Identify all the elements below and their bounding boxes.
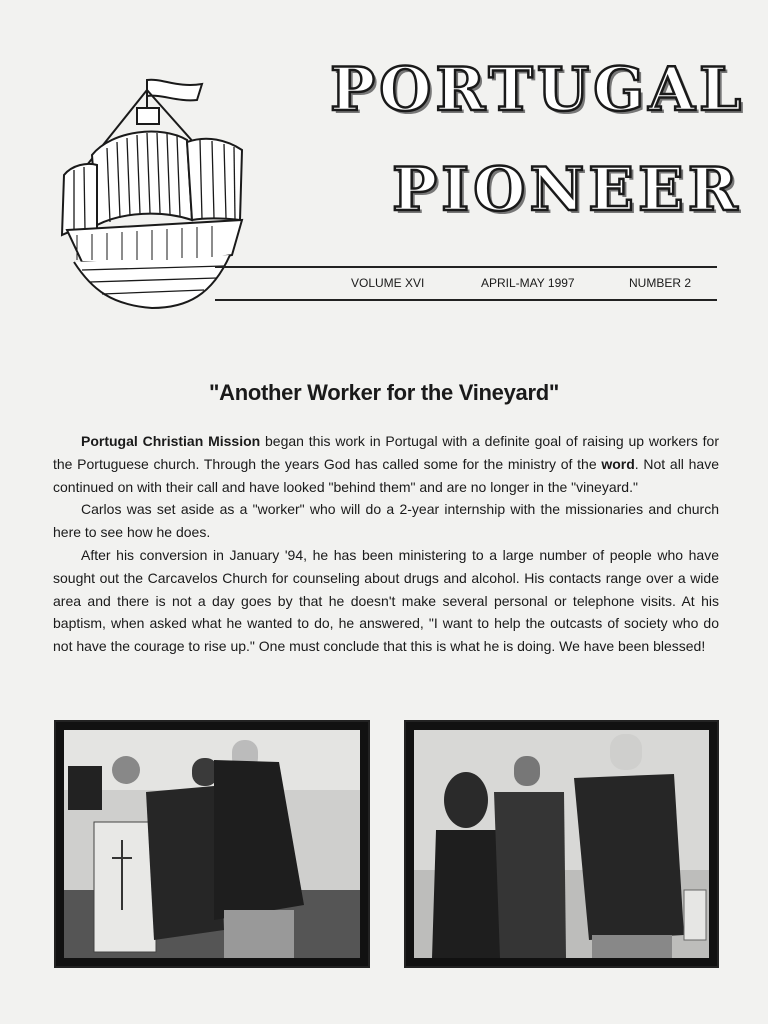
masthead-title-line1: PORTUGAL [330,55,746,125]
baptism-photo-right [404,720,719,968]
baptism-photo-left [54,720,370,968]
masthead-rule-bottom [215,299,717,301]
paragraph-1-text-a: began this work in Portugal with a definite goal of raising up workers for the Portuguese church. Through the years God has called some for the ministry of the [53,433,719,472]
masthead-rule-top [215,266,717,268]
photo-left-image [64,730,360,958]
paragraph-1-text-b: . Not all have continued on with their call and have looked "behind them" and are no longer in the "vineyard." [53,455,719,495]
article-body [53,430,719,658]
mission-name: Portugal Christian Mission [81,433,261,449]
issue-date: APRIL-MAY 1997 [481,276,575,290]
paragraph-3: After his conversion in January '94, he has been ministering to a large number of people who have sought out the Carcavelos Church for counseling about drugs and alcohol. His contacts range over a wide area and there is not a day goes by that he doesn't make several personal or telephone visits. At his baptism, when asked what he wanted to do, he answered, "I want to help the outcasts of society who do not have the courage to rise up." One must conclude that this is what he is doing. We have been blessed! [53,546,719,655]
masthead-title-line2: PIONEER [392,155,742,225]
paragraph-1 [53,430,719,498]
paragraph-2: Carlos was set aside as a "worker" who will do a 2-year internship with the missionaries and church here to see how he does. [53,501,719,541]
photo-right-image [414,730,709,958]
article-headline: "Another Worker for the Vineyard" [209,380,559,405]
word-emphasis: word [601,455,635,472]
issue-volume: VOLUME XVI [351,276,425,290]
issue-number: NUMBER 2 [629,276,692,290]
issue-info-row [215,276,717,294]
